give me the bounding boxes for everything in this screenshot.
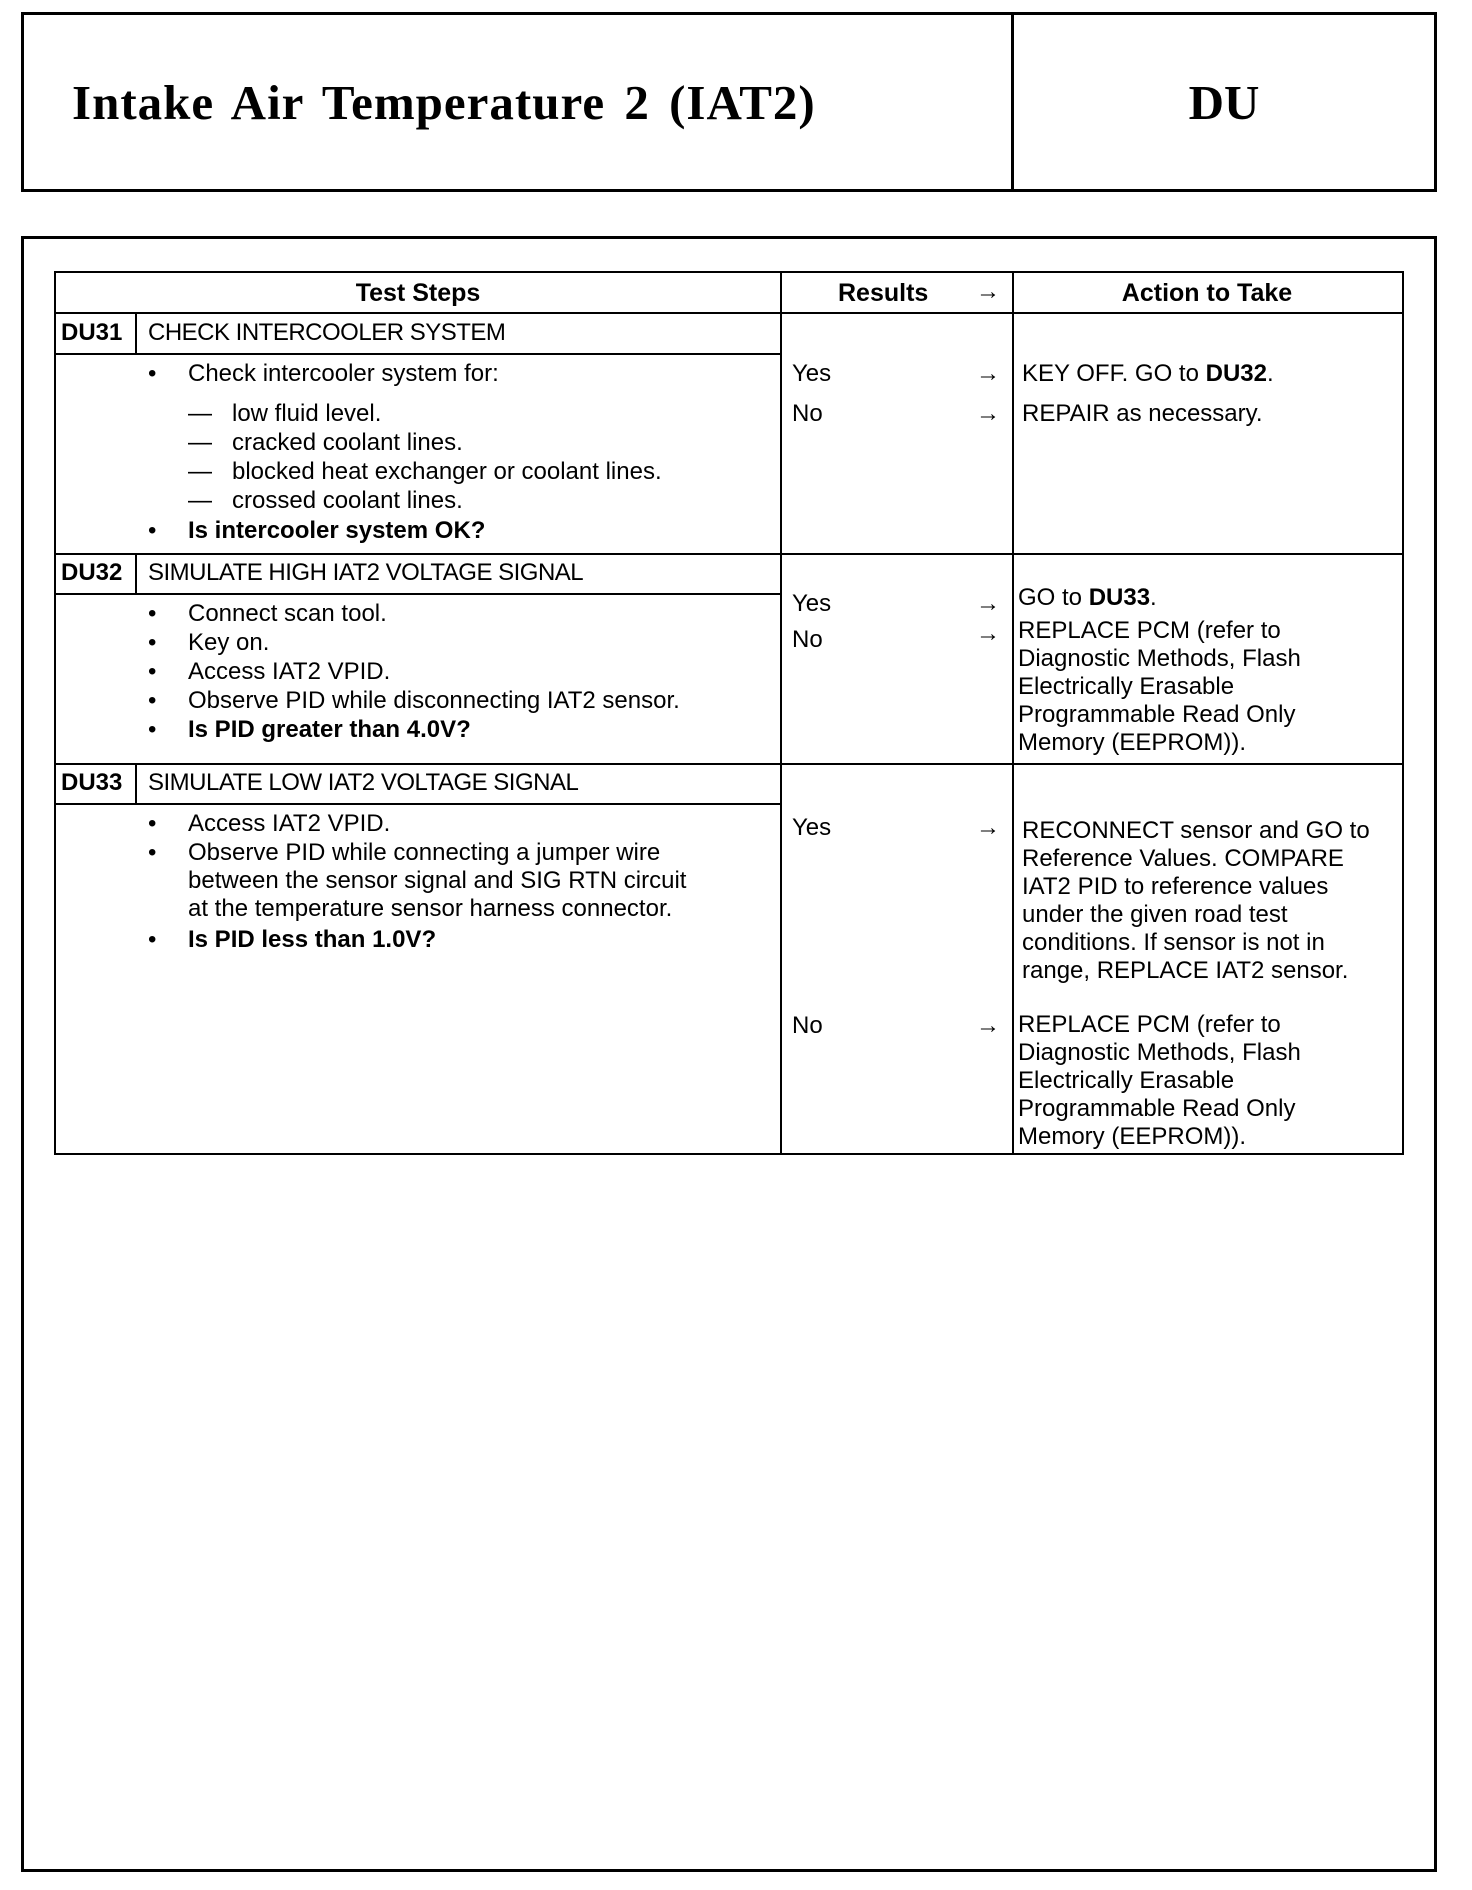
step-separator (56, 763, 1402, 765)
dash-icon: — (188, 429, 212, 456)
bullet-icon: • (148, 600, 157, 627)
step-instruction: Key on. (188, 629, 270, 656)
step-id-divider (135, 763, 137, 803)
step-title-divider (56, 353, 780, 355)
bullet-icon: • (148, 658, 157, 685)
action-no: REPLACE PCM (refer to Diagnostic Methods, Flash Electrically Erasable Programmable Read Only Memory (EEPROM)). (1018, 617, 1301, 756)
step-instruction: Observe PID while disconnecting IAT2 sensor. (188, 687, 680, 714)
page-header (21, 12, 1437, 192)
action-yes: GO to DU33. (1018, 584, 1157, 611)
arrow-icon: → (976, 814, 1000, 841)
bullet-icon: • (148, 839, 157, 866)
check-item: crossed coolant lines. (232, 487, 463, 514)
step-question: Is PID greater than 4.0V? (188, 716, 471, 743)
table-header-divider (56, 312, 1402, 314)
step-title: SIMULATE HIGH IAT2 VOLTAGE SIGNAL (148, 559, 584, 586)
step-id: DU31 (61, 319, 123, 346)
step-separator (56, 553, 1402, 555)
result-yes: Yes (792, 360, 832, 387)
bullet-icon: • (148, 687, 157, 714)
step-instruction: Observe PID while connecting a jumper wire between the sensor signal and SIG RTN circuit at the temperature sensor harness connector. (188, 839, 687, 922)
column-header-results: Results (838, 279, 929, 307)
bullet-icon: • (148, 926, 157, 953)
step-title: CHECK INTERCOOLER SYSTEM (148, 319, 506, 346)
step-title: SIMULATE LOW IAT2 VOLTAGE SIGNAL (148, 769, 579, 796)
dash-icon: — (188, 458, 212, 485)
arrow-icon: → (976, 400, 1000, 427)
result-yes: Yes (792, 814, 832, 841)
dash-icon: — (188, 400, 212, 427)
step-instruction: Access IAT2 VPID. (188, 810, 391, 837)
step-id: DU33 (61, 769, 123, 796)
step-title-divider (56, 803, 780, 805)
arrow-icon: → (976, 620, 1000, 647)
result-no: No (792, 1012, 823, 1039)
column-header-test-steps: Test Steps (355, 279, 481, 307)
step-instruction: Connect scan tool. (188, 600, 387, 627)
check-item: blocked heat exchanger or coolant lines. (232, 458, 662, 485)
bullet-icon: • (148, 716, 157, 743)
column-divider-action (1012, 273, 1014, 1153)
step-question: Is PID less than 1.0V? (188, 926, 437, 953)
column-header-action: Action to Take (1121, 279, 1293, 307)
step-id-divider (135, 553, 137, 593)
arrow-icon: → (976, 1012, 1000, 1039)
action-no: REPLACE PCM (refer to Diagnostic Methods, Flash Electrically Erasable Programmable Read Only Memory (EEPROM)). (1018, 1011, 1301, 1150)
test-steps-table (54, 271, 1404, 1155)
step-id-divider (135, 312, 137, 353)
action-yes: KEY OFF. GO to DU32. (1022, 360, 1274, 387)
arrow-icon: → (976, 590, 1000, 617)
bullet-icon: • (148, 810, 157, 837)
bullet-icon: • (148, 517, 157, 544)
section-code: DU (1188, 74, 1260, 130)
arrow-icon: → (976, 278, 1000, 305)
action-no: REPAIR as necessary. (1022, 400, 1263, 427)
column-divider-results (780, 273, 782, 1153)
result-no: No (792, 626, 823, 653)
result-yes: Yes (792, 590, 832, 617)
step-instruction: Check intercooler system for: (188, 360, 499, 387)
step-instruction: Access IAT2 VPID. (188, 658, 391, 685)
bullet-icon: • (148, 629, 157, 656)
check-item: cracked coolant lines. (232, 429, 463, 456)
action-yes: RECONNECT sensor and GO to Reference Values. COMPARE IAT2 PID to reference values under the given road test conditions. If sensor is not in range, REPLACE IAT2 sensor. (1022, 817, 1370, 984)
step-question: Is intercooler system OK? (188, 517, 486, 544)
page-title: Intake Air Temperature 2 (IAT2) (24, 15, 1014, 189)
bullet-icon: • (148, 360, 157, 387)
check-item: low fluid level. (232, 400, 382, 427)
step-id: DU32 (61, 559, 123, 586)
dash-icon: — (188, 487, 212, 514)
arrow-icon: → (976, 360, 1000, 387)
step-title-divider (56, 593, 780, 595)
result-no: No (792, 400, 823, 427)
